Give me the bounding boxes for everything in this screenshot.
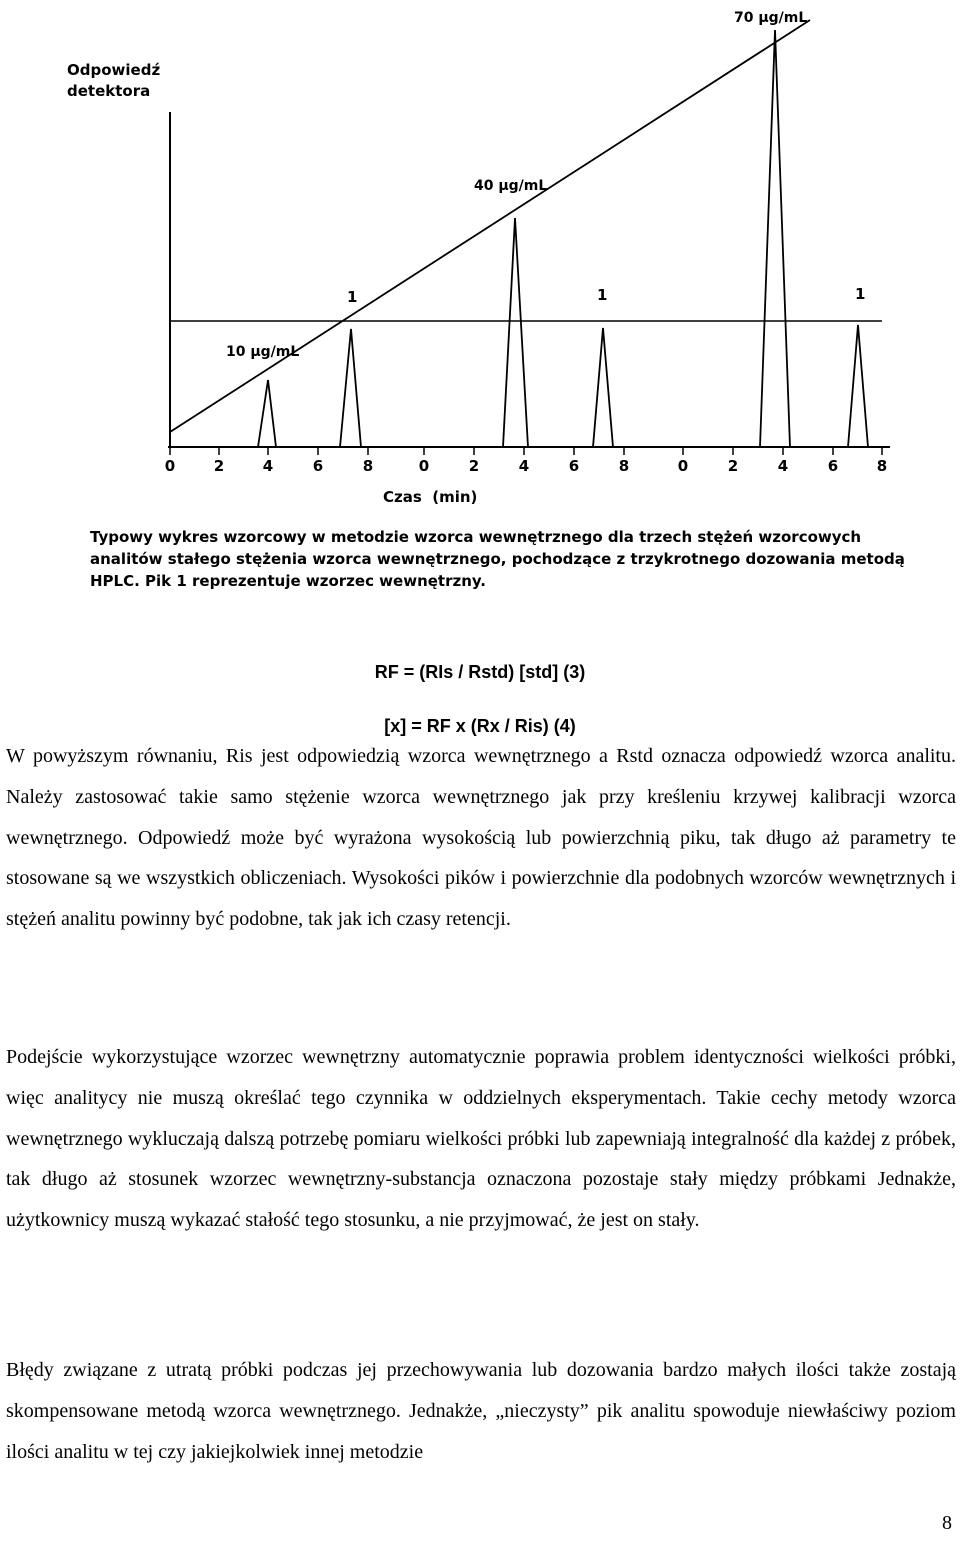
svg-text:2: 2	[468, 457, 480, 475]
label-70-ugml: 70 µg/mL	[734, 10, 808, 26]
peak-40-internal-standard	[593, 328, 613, 447]
peak-label-1-c: 1	[855, 285, 866, 303]
peak-10-analyte	[258, 380, 276, 447]
svg-text:8: 8	[876, 457, 888, 475]
tick-marks	[170, 447, 882, 455]
peak-70-internal-standard	[848, 325, 868, 447]
calibration-figure	[0, 0, 960, 520]
label-10-ugml: 10 µg/mL	[226, 344, 300, 360]
y-axis-label-line1: Odpowiedź	[67, 61, 161, 79]
y-axis-label-line2: detektora	[67, 82, 151, 100]
tick-labels	[165, 457, 887, 475]
figure-caption: Typowy wykres wzorcowy w metodzie wzorca wewnętrznego dla trzech stężeń wzorcowych analitów stałego stężenia wzorca wewnętrznego, pochodzące z trzykrotnego dozowania metodą HPLC. Pik 1 reprezentuje wzorzec wewnętrzny.	[90, 528, 905, 590]
x-axis-label: Czas (min)	[383, 488, 478, 506]
svg-text:4: 4	[518, 457, 530, 475]
svg-text:0: 0	[418, 457, 430, 475]
label-40-ugml: 40 µg/mL	[474, 178, 548, 194]
paragraph-1: W powyższym równaniu, Ris jest odpowiedzią wzorca wewnętrznego a Rstd oznacza odpowiedź wzorca analitu. Należy zastosować takie samo stężenie wzorca wewnętrznego jak przy kreśleniu krzywej kalibracji wzorca wewnętrznego. Odpowiedź może być wyrażona wysokością lub powierzchnią piku, tak długo aż parametry te stosowane są we wszystkich obliczeniach. Wysokości pików i powierzchnie dla podobnych wzorców wewnętrznych i stężeń analitu powinny być podobne, tak jak ich czasy retencji.	[6, 745, 956, 931]
page-number: 8	[942, 1512, 952, 1534]
svg-text:2: 2	[213, 457, 225, 475]
calibration-line	[170, 20, 810, 432]
chromatogram-peaks	[258, 30, 868, 447]
svg-text:6: 6	[568, 457, 580, 475]
svg-text:0: 0	[164, 457, 176, 475]
svg-text:4: 4	[262, 457, 274, 475]
svg-text:0: 0	[677, 457, 689, 475]
peak-40-analyte	[503, 218, 528, 447]
svg-text:6: 6	[312, 457, 324, 475]
formula-4: [x] = RF x (Rx / Ris) (4)	[384, 716, 576, 736]
paragraph-2: Podejście wykorzystujące wzorzec wewnętrzny automatycznie poprawia problem identyczności wielkości próbki, więc analitycy nie muszą określać tego czynnika w oddzielnych eksperymentach. Takie cechy metody wzorca wewnętrznego wykluczają dalszą potrzebę pomiaru wielkości próbki lub zapewniają integralność dla każdej z próbek, tak długo aż stosunek wzorzec wewnętrzny-substancja oznaczona pozostaje stały między próbkami Jednakże, użytkownicy muszą wykazać stałość tego stosunku, a nie przyjmować, że jest on stały.	[6, 1046, 956, 1232]
svg-text:8: 8	[618, 457, 630, 475]
svg-text:8: 8	[362, 457, 374, 475]
peak-70-analyte	[760, 30, 790, 447]
svg-text:2: 2	[727, 457, 739, 475]
svg-text:4: 4	[777, 457, 789, 475]
peak-label-1-b: 1	[597, 286, 608, 304]
peak-10-internal-standard	[340, 329, 361, 447]
paragraph-3: Błędy związane z utratą próbki podczas jej przechowywania lub dozowania bardzo małych ilości także zostają skompensowane metodą wzorca wewnętrznego. Jednakże, „nieczysty” pik analitu spowoduje niewłaściwy poziom ilości analitu w tej czy jakiejkolwiek innej metodzie	[6, 1359, 956, 1463]
peak-label-1-a: 1	[347, 288, 358, 306]
formula-3: RF = (RIs / Rstd) [std] (3)	[374, 662, 586, 682]
svg-text:6: 6	[827, 457, 839, 475]
